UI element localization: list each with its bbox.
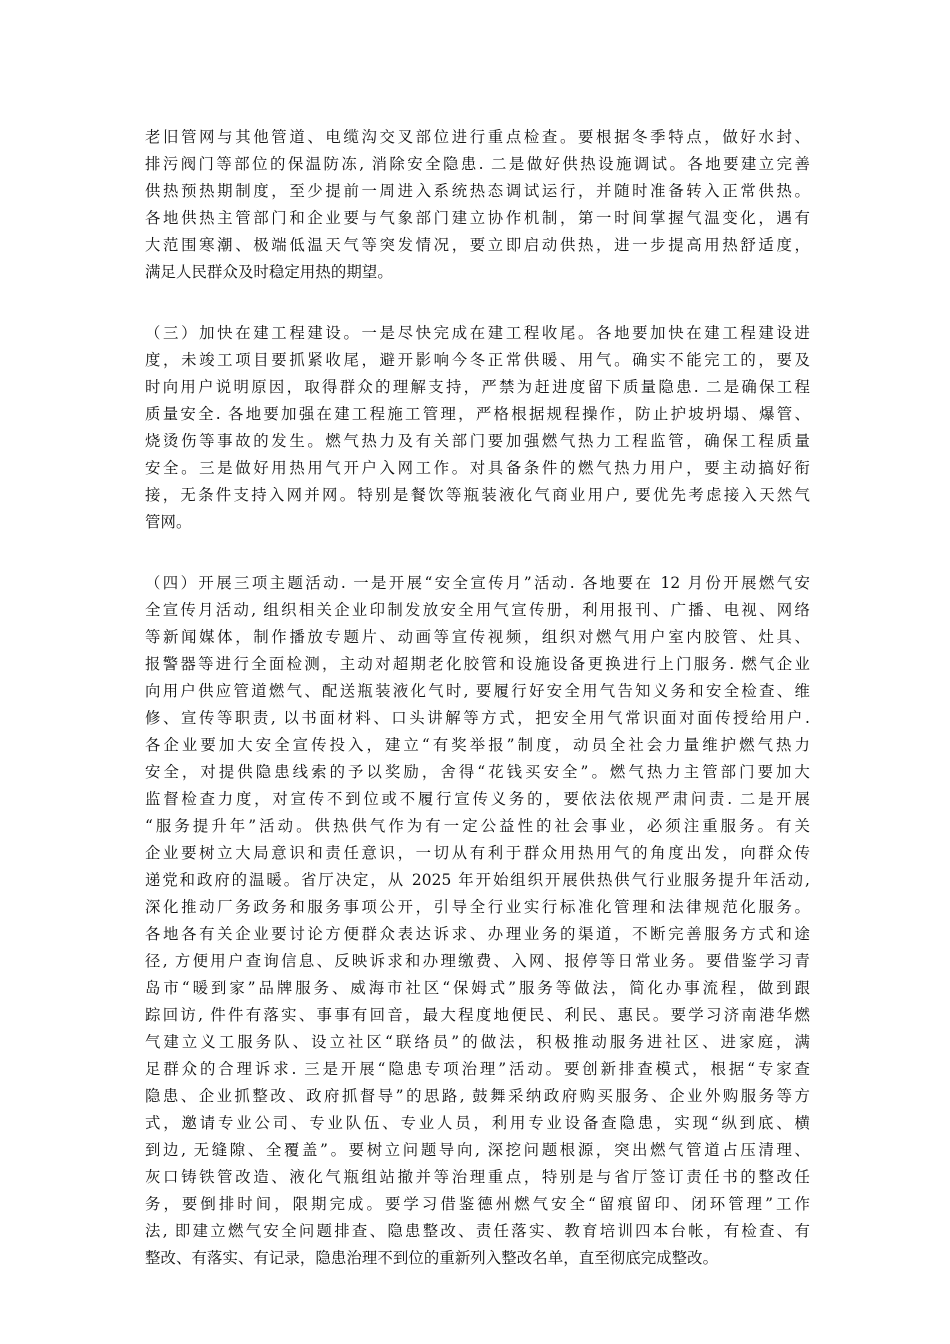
text-line: 报警器等进行全面检测，主动对超期老化胶管和设施设备更换进行上门服务. 燃气企业 (145, 655, 810, 673)
text-line: 踪回访, 件件有落实、事事有回音，最大程度地便民、利民、惠民。要学习济南港华燃 (145, 1006, 810, 1024)
text-line: （三）加快在建工程建设。一是尽快完成在建工程收尾。各地要加快在建工程建设进 (145, 324, 810, 342)
paragraph-section-three (145, 320, 810, 536)
text-line: 修、宣传等职责, 以书面材料、口头讲解等方式，把安全用气常识面对面传授给用户. (145, 709, 810, 727)
text-line: 法, 即建立燃气安全问题排查、隐患整改、责任落实、教育培训四本台帐，有检查、有 (145, 1222, 810, 1240)
text-line: 全宣传月活动, 组织相关企业印制发放安全用气宣传册，利用报刊、广播、电视、网络 (145, 601, 810, 619)
text-line: 老旧管网与其他管道、电缆沟交叉部位进行重点检查。要根据冬季特点，做好水封、 (145, 128, 810, 146)
text-line: 灰口铸铁管改造、液化气瓶组站撤并等治理重点，特别是与省厅签订责任书的整改任 (145, 1168, 810, 1186)
text-line: 烧烫伤等事故的发生。燃气热力及有关部门要加强燃气热力工程监管，确保工程质量 (145, 432, 810, 450)
text-line: 排污阀门等部位的保温防冻, 消除安全隐患. 二是做好供热设施调试。各地要建立完善 (145, 155, 810, 173)
text-line: 安全。三是做好用热用气开户入网工作。对具备条件的燃气热力用户，要主动搞好衔 (145, 459, 810, 477)
text-line: 安全，对提供隐患线索的予以奖励，舍得“花钱买安全”。燃气热力主管部门要加大 (145, 763, 810, 781)
text-line: 质量安全. 各地要加强在建工程施工管理，严格根据规程操作，防止护坡坍塌、爆管、 (145, 405, 810, 423)
text-line: 务，要倒排时间，限期完成。要学习借鉴德州燃气安全“留痕留印、闭环管理”工作 (145, 1195, 810, 1213)
text-line: 各地各有关企业要讨论方便群众表达诉求、办理业务的渠道，不断完善服务方式和途 (145, 925, 810, 943)
text-line: “服务提升年”活动。供热供气作为有一定公益性的社会事业，必须注重服务。有关 (145, 817, 810, 835)
text-line: 整改、有落实、有记录，隐患治理不到位的重新列入整改名单，直至彻底完成整改。 (145, 1249, 719, 1267)
text-line: 等新闻媒体，制作播放专题片、动画等宣传视频，组织对燃气用户室内胶管、灶具、 (145, 628, 810, 646)
text-line: 递党和政府的温暖。省厅决定，从 2025 年开始组织开展供热供气行业服务提升年活动, (145, 871, 810, 889)
text-line: 供热预热期制度，至少提前一周进入系统热态调试运行，并随时准备转入正常供热。 (145, 182, 810, 200)
text-line: 度，未竣工项目要抓紧收尾，避开影响今冬正常供暖、用气。确实不能完工的，要及 (145, 351, 810, 369)
paragraph-section-four (145, 570, 810, 1272)
text-line: 各企业要加大安全宣传投入，建立“有奖举报”制度，动员全社会力量维护燃气热力 (145, 736, 810, 754)
text-line: 大范围寒潮、极端低温天气等突发情况，要立即启动供热，进一步提高用热舒适度， (145, 236, 810, 254)
text-line: 满足人民群众及时稳定用热的期望。 (145, 263, 393, 281)
text-line: 深化推动厂务政务和服务事项公开，引导全行业实行标准化管理和法律规范化服务。 (145, 898, 810, 916)
text-line: 足群众的合理诉求. 三是开展“隐患专项治理”活动。要创新排查模式，根据“专家查 (145, 1060, 810, 1078)
text-line: 到边, 无缝隙、全覆盖”。要树立问题导向, 深挖问题根源，突出燃气管道占压清理、 (145, 1141, 810, 1159)
text-line: 管网。 (145, 513, 192, 531)
text-line: 岛市“暖到家”品牌服务、威海市社区“保姆式”服务等做法，简化办事流程，做到跟 (145, 979, 810, 997)
text-line: 时向用户说明原因，取得群众的理解支持，严禁为赶进度留下质量隐患. 二是确保工程 (145, 378, 810, 396)
text-line: 接，无条件支持入网并网。特别是餐饮等瓶装液化气商业用户, 要优先考虑接入天然气 (145, 486, 810, 504)
text-line: 向用户供应管道燃气、配送瓶装液化气时, 要履行好安全用气告知义务和安全检查、维 (145, 682, 810, 700)
text-line: 隐患、企业抓整改、政府抓督导”的思路, 鼓舞采纳政府购买服务、企业外购服务等方 (145, 1087, 810, 1105)
text-line: 气建立义工服务队、设立社区“联络员”的做法，积极推动服务进社区、进家庭，满 (145, 1033, 810, 1051)
text-line: 各地供热主管部门和企业要与气象部门建立协作机制，第一时间掌握气温变化，遇有 (145, 209, 810, 227)
text-line: 企业要树立大局意识和责任意识，一切从有利于群众用热用气的角度出发，向群众传 (145, 844, 810, 862)
paragraph-heating-inspection (145, 124, 810, 286)
text-line: 式，邀请专业公司、专业队伍、专业人员，利用专业设备查隐患，实现“纵到底、横 (145, 1114, 810, 1132)
text-line: （四）开展三项主题活动. 一是开展“安全宣传月”活动. 各地要在 12 月份开展燃气安 (145, 574, 810, 592)
text-line: 径, 方便用户查询信息、反映诉求和办理缴费、入网、报停等日常业务。要借鉴学习青 (145, 952, 810, 970)
text-line: 监督检查力度，对宣传不到位或不履行宣传义务的，要依法依规严肃问责. 二是开展 (145, 790, 810, 808)
